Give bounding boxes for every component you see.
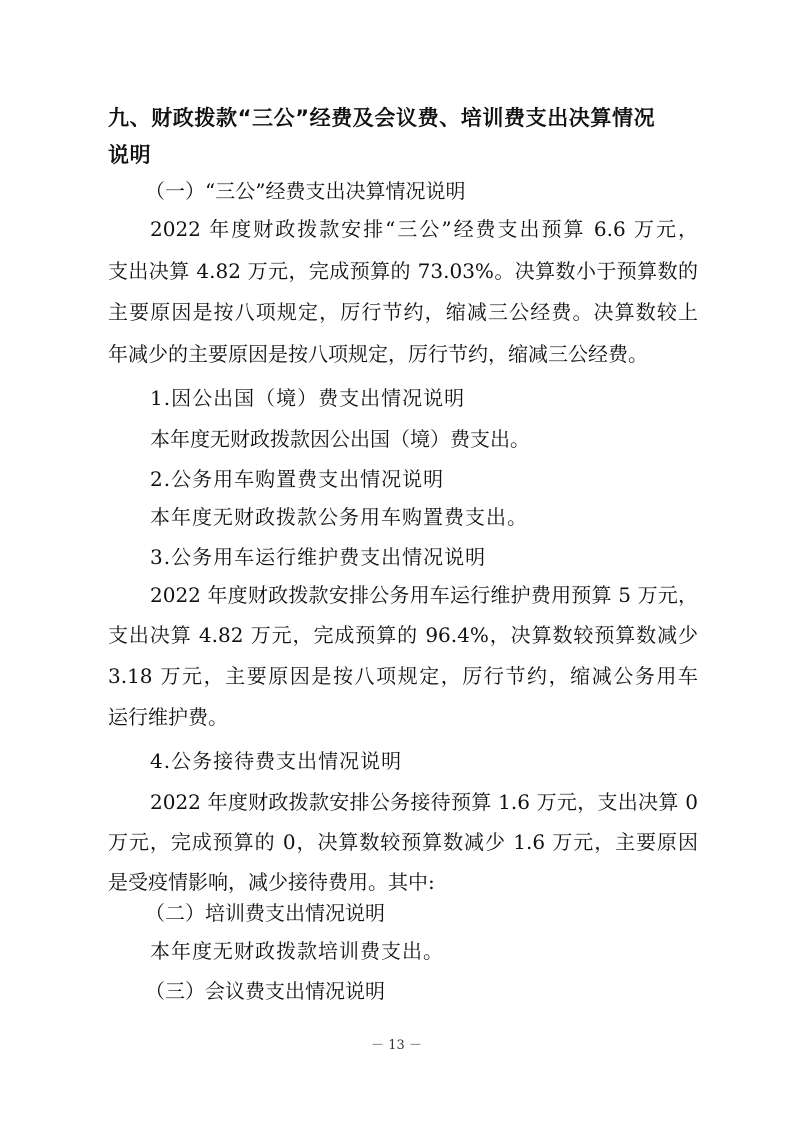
subsection-heading-three-public: （一）“三公”经费支出决算情况说明 [145, 179, 466, 203]
paragraph-line: 2022 年度财政拨款安排“三公”经费支出预算 6.6 万元， [150, 217, 698, 241]
item-heading-vehicle-operation: 3.公务用车运行维护费支出情况说明 [150, 545, 487, 569]
paragraph-line: 支出决算 4.82 万元，完成预算的 96.4%，决算数较预算数减少 [108, 623, 698, 647]
paragraph-line: 2022 年度财政拨款安排公务用车运行维护费用预算 5 万元， [150, 583, 698, 607]
paragraph-line: 3.18 万元，主要原因是按八项规定，厉行节约，缩减公务用车 [108, 664, 698, 688]
subsection-heading-meeting: （三）会议费支出情况说明 [145, 979, 385, 1003]
paragraph-line: 支出决算 4.82 万元，完成预算的 73.03%。决算数小于预算数的 [108, 259, 698, 283]
item-heading-overseas: 1.因公出国（境）费支出情况说明 [150, 386, 466, 410]
paragraph-line: 2022 年度财政拨款安排公务接待预算 1.6 万元，支出决算 0 [150, 790, 698, 814]
item-heading-reception: 4.公务接待费支出情况说明 [150, 749, 403, 773]
paragraph-line: 万元，完成预算的 0，决算数较预算数减少 1.6 万元，主要原因 [108, 830, 698, 854]
page-number: － 13 － [371, 1038, 422, 1053]
section-title-continued: 说明 [108, 143, 152, 167]
paragraph-line: 年减少的主要原因是按八项规定，厉行节约，缩减三公经费。 [108, 342, 648, 366]
item-heading-vehicle-purchase: 2.公务用车购置费支出情况说明 [150, 467, 445, 491]
subsection-heading-training: （二）培训费支出情况说明 [145, 901, 385, 925]
item-text-training: 本年度无财政拨款培训费支出。 [150, 939, 444, 963]
item-text-vehicle-purchase: 本年度无财政拨款公务用车购置费支出。 [150, 505, 528, 529]
item-text-overseas: 本年度无财政拨款因公出国（境）费支出。 [150, 427, 530, 451]
paragraph-line: 主要原因是按八项规定，厉行节约，缩减三公经费。决算数较上 [108, 300, 698, 324]
paragraph-line: 运行维护费。 [108, 705, 228, 729]
paragraph-line: 是受疫情影响，减少接待费用。其中: [108, 870, 435, 894]
section-title: 九、财政拨款“三公”经费及会议费、培训费支出决算情况 [108, 106, 656, 130]
